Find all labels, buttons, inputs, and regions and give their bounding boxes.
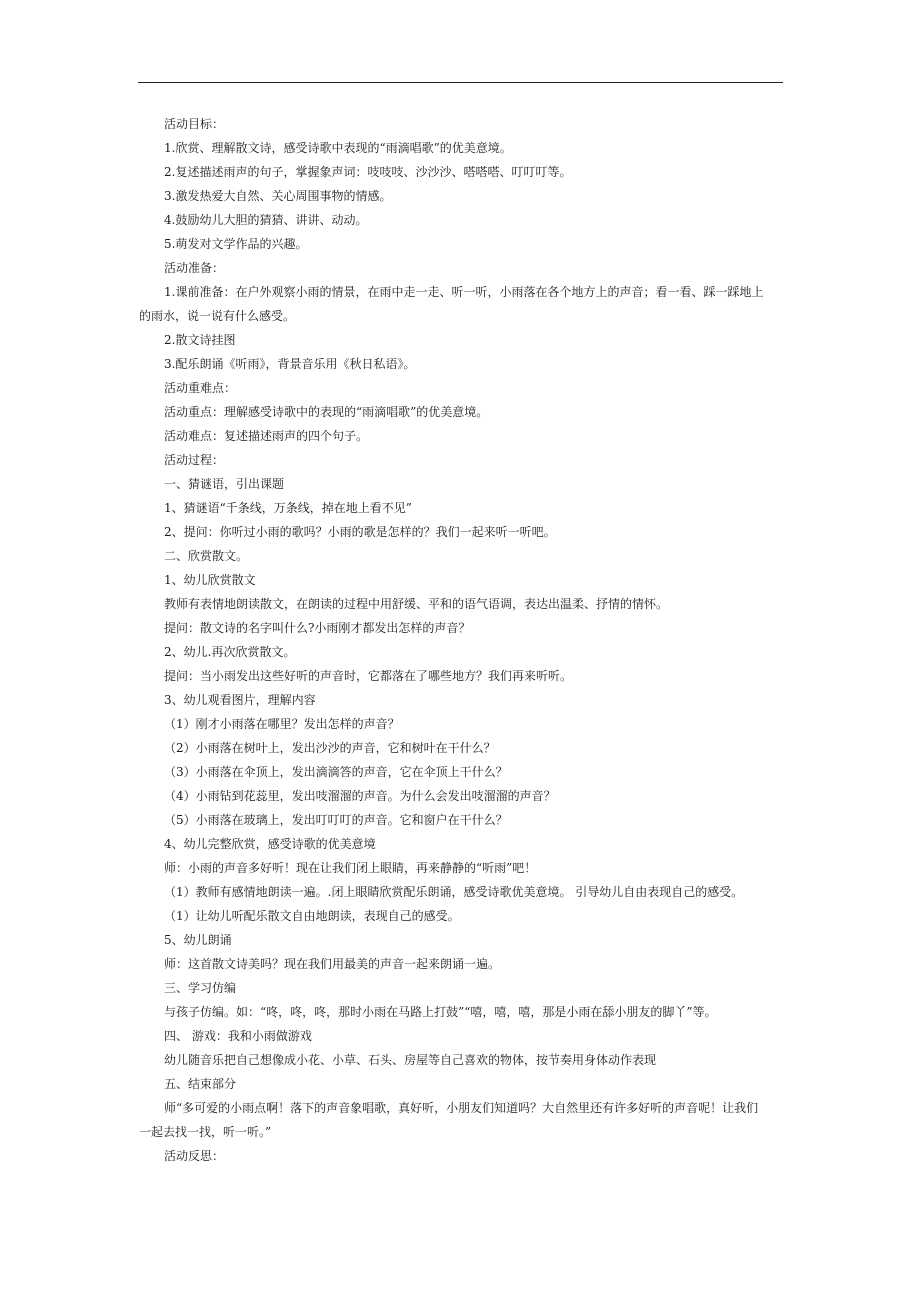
text-line: 1、猜谜语“千条线，万条线，掉在地上看不见” (164, 501, 412, 515)
section-heading: 四、 游戏：我和小雨做游戏 (164, 1029, 312, 1043)
section-heading: 一、猜谜语，引出课题 (164, 477, 285, 491)
text-line: （5）小雨落在玻璃上，发出叮叮叮的声音。它和窗户在干什么？ (164, 813, 508, 827)
section-heading: 二、欣赏散文。 (164, 549, 249, 563)
text-line: 2、幼儿.再次欣赏散文。 (164, 645, 296, 659)
text-line: 2.散文诗挂图 (164, 333, 236, 347)
text-line: （3）小雨落在伞顶上，发出滴滴答的声音，它在伞顶上干什么？ (164, 765, 508, 779)
text-line: 3、幼儿观看图片，理解内容 (164, 693, 316, 707)
section-heading: 三、学习仿编 (164, 981, 237, 995)
text-line: 与孩子仿编。如：“咚，咚，咚，那时小雨在马路上打鼓”“嘻，嘻，嘻，那是小雨在舔小朋友的脚丫”等。 (164, 1005, 717, 1019)
text-line: 5、幼儿朗诵 (164, 933, 232, 947)
text-line: （1）刚才小雨落在哪里？发出怎样的声音？ (164, 717, 400, 731)
text-line: 提问：散文诗的名字叫什么?小雨刚才都发出怎样的声音？ (164, 621, 471, 635)
text-line: 1.课前准备：在户外观察小雨的情景，在雨中走一走、听一听，小雨落在各个地方上的声音；看一看、踩一踩地上 (164, 285, 764, 299)
header-rule (138, 82, 783, 83)
heading-key-points: 活动重难点： (164, 381, 237, 395)
text-line: （2）小雨落在树叶上，发出沙沙的声音，它和树叶在干什么？ (164, 741, 496, 755)
text-line: （1）让幼儿听配乐散文自由地朗读，表现自己的感受。 (164, 909, 460, 923)
text-line: 3.激发热爱大自然、关心周围事物的情感。 (164, 189, 392, 203)
heading-process: 活动过程： (164, 453, 225, 467)
section-heading: 五、结束部分 (164, 1077, 237, 1091)
text-line: 教师有表情地朗读散文，在朗读的过程中用舒缓、平和的语气语调，表达出温柔、抒情的情怀。 (164, 597, 669, 611)
text-line: 2、提问：你听过小雨的歌吗？小雨的歌是怎样的？我们一起来听一听吧。 (164, 525, 556, 539)
text-line: 活动难点：复述描述雨声的四个句子。 (164, 429, 369, 443)
heading-preparation: 活动准备： (164, 261, 225, 275)
heading-objectives: 活动目标： (164, 117, 225, 131)
text-line: 师：小雨的声音多好听！现在让我们闭上眼睛，再来静静的“听雨”吧！ (164, 861, 537, 875)
text-line: 提问：当小雨发出这些好听的声音时，它都落在了哪些地方？我们再来听听。 (164, 669, 573, 683)
text-line: 幼儿随音乐把自己想像成小花、小草、石头、房屋等自己喜欢的物体，按节奏用身体动作表现 (164, 1053, 657, 1067)
text-line: 师“多可爱的小雨点啊！落下的声音象唱歌，真好听，小朋友们知道吗？大自然里还有许多好听的声音呢！让我们 (164, 1101, 759, 1115)
text-line: 4.鼓励幼儿大胆的猜猜、讲讲、动动。 (164, 213, 368, 227)
heading-reflection: 活动反思： (164, 1149, 225, 1163)
document-body (139, 112, 787, 1168)
text-line: （1）教师有感情地朗读一遍。.闭上眼睛欣赏配乐朗诵，感受诗歌优美意境。 引导幼儿自由表现自己的感受。 (164, 885, 744, 899)
text-line: 4、幼儿完整欣赏，感受诗歌的优美意境 (164, 837, 376, 851)
text-line: 2.复述描述雨声的句子，掌握象声词：吱吱吱、沙沙沙、嗒嗒嗒、叮叮叮等。 (164, 165, 572, 179)
text-line: 活动重点：理解感受诗歌中的表现的“雨滴唱歌”的优美意境。 (164, 405, 489, 419)
text-line: 1、幼儿欣赏散文 (164, 573, 256, 587)
text-line-continued: 的雨水，说一说有什么感受。 (139, 309, 296, 323)
text-line: 1.欣赏、理解散文诗，感受诗歌中表现的“雨滴唱歌”的优美意境。 (164, 141, 512, 155)
text-line: 3.配乐朗诵《听雨》，背景音乐用《秋日私语》。 (164, 357, 416, 371)
text-line: 5.萌发对文学作品的兴趣。 (164, 237, 308, 251)
text-line: 师：这首散文诗美吗？现在我们用最美的声音一起来朗诵一遍。 (164, 957, 501, 971)
text-line: （4）小雨钻到花蕊里，发出吱溜溜的声音。为什么会发出吱溜溜的声音？ (164, 789, 556, 803)
text-line-continued: 一起去找一找，听一听。” (139, 1125, 272, 1139)
